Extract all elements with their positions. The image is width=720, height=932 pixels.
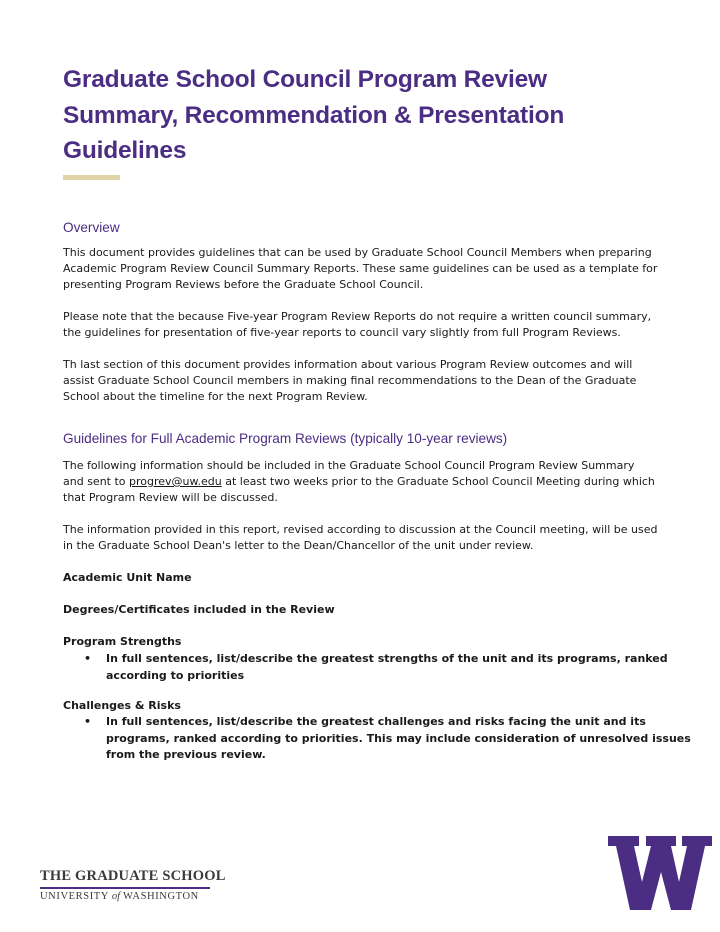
document-title xyxy=(63,62,663,169)
text-line: the guidelines for presentation of five-year reports to council vary slightly from full Program Reviews. xyxy=(63,326,621,339)
guidelines-paragraph-2 xyxy=(63,522,663,554)
text-line: In full sentences, list/describe the greatest challenges and risks facing the unit and its xyxy=(106,715,646,728)
text-line: In full sentences, list/describe the greatest strengths of the unit and its programs, ranked xyxy=(106,652,668,665)
overview-heading: Overview xyxy=(63,220,120,235)
strengths-label: Program Strengths xyxy=(63,635,182,648)
logo-line-2 xyxy=(40,891,199,902)
text-line: School about the timeline for the next Program Review. xyxy=(63,390,368,403)
text-line: The information provided in this report, revised according to discussion at the Council meeting, will be used xyxy=(63,523,658,536)
text-line: according to priorities xyxy=(106,668,245,682)
text-line: Please note that the because Five-year Program Review Reports do not require a written council summary, xyxy=(63,310,652,323)
guidelines-paragraph-1 xyxy=(63,458,663,506)
text-line: assist Graduate School Council members in making final recommendations to the Dean of the Graduate xyxy=(63,374,637,387)
text-line: The following information should be included in the Graduate School Council Program Review Summary xyxy=(63,459,635,472)
title-divider xyxy=(63,175,120,180)
bullet-icon: • xyxy=(84,715,92,728)
logo-text: UNIVERSITY xyxy=(40,891,112,902)
logo-rule xyxy=(40,887,210,889)
title-line: Summary, Recommendation & Presentation xyxy=(63,101,565,129)
text-line: Th last section of this document provides information about various Program Review outcomes and will xyxy=(63,358,633,371)
logo-text: of xyxy=(111,891,121,902)
bullet-text xyxy=(106,714,691,764)
email-link[interactable]: progrev@uw.edu xyxy=(129,475,222,488)
text-line: in the Graduate School Dean's letter to the Dean/Chancellor of the unit under review. xyxy=(63,539,534,552)
w-shape xyxy=(608,836,712,910)
guidelines-heading: Guidelines for Full Academic Program Reviews (typically 10-year reviews) xyxy=(63,431,508,446)
title-line: Guidelines xyxy=(63,137,187,164)
text-line: programs, ranked according to priorities. This may include consideration of unresolved issues xyxy=(106,731,691,745)
text-line xyxy=(63,474,663,490)
overview-paragraph-1 xyxy=(63,245,663,293)
overview-paragraph-2 xyxy=(63,309,663,341)
bullet-icon: • xyxy=(84,652,92,665)
text-line: Academic Program Review Council Summary Reports. These same guidelines can be used as a template for xyxy=(63,262,658,275)
title-line: Graduate School Council Program Review xyxy=(63,66,547,93)
challenges-label: Challenges & Risks xyxy=(63,699,181,712)
degrees-label: Degrees/Certificates included in the Review xyxy=(63,603,335,616)
overview-paragraph-3 xyxy=(63,357,663,405)
bullet-text xyxy=(106,651,668,684)
uw-w-logo-icon xyxy=(606,836,714,910)
graduate-school-logo xyxy=(40,868,226,908)
logo-text: WASHINGTON xyxy=(120,891,199,902)
text-line: This document provides guidelines that can be used by Graduate School Council Members when preparing xyxy=(63,246,652,259)
text-line: presenting Program Reviews before the Graduate School Council. xyxy=(63,278,424,291)
logo-line-1: THE GRADUATE SCHOOL xyxy=(40,868,226,884)
text-fragment: at least two weeks prior to the Graduate School Council Meeting during which xyxy=(221,475,655,488)
text-line: from the previous review. xyxy=(106,748,266,761)
text-fragment: and sent to xyxy=(63,475,130,488)
text-line: that Program Review will be discussed. xyxy=(63,491,278,504)
academic-unit-label: Academic Unit Name xyxy=(63,571,192,584)
